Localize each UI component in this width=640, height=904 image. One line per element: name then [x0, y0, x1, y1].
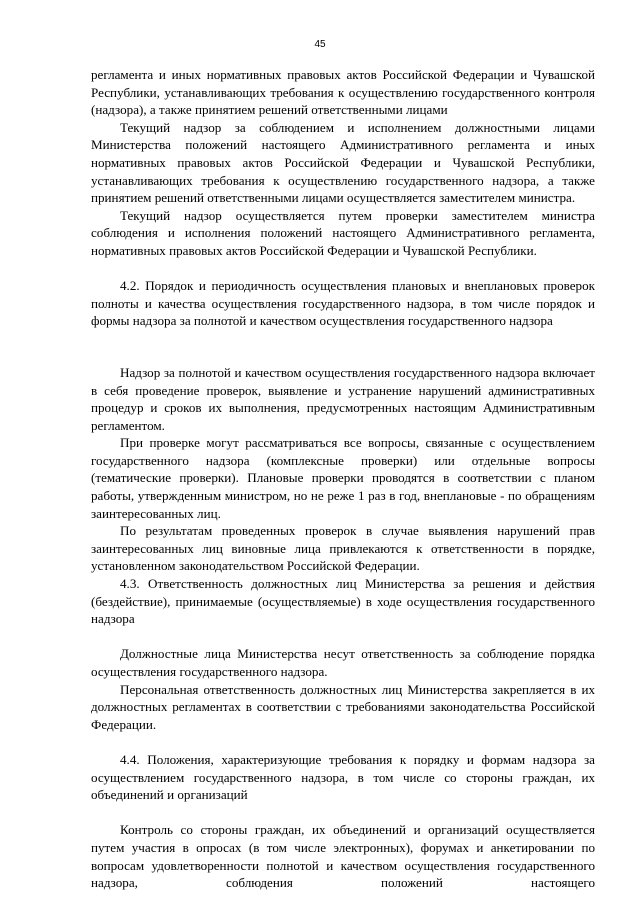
- paragraph: По результатам проведенных проверок в случае выявления нарушений прав заинтересованных лиц виновные лица привлекаются к ответственности в порядке, установленном законодательством Российской Федерации.: [91, 523, 595, 574]
- paragraph: Контроль со стороны граждан, их объединений и организаций осуществляется путем участия в опросах (в том числе электронных), форумах и анкетировании по вопросам удовлетворенности полнотой и качеством осуществления государственного надзора, соблюдения положений настоящего: [91, 822, 595, 891]
- page-body: [91, 66, 595, 892]
- paragraph: При проверке могут рассматриваться все вопросы, связанные с осуществлением государственного надзора (комплексные проверки) или отдельные вопросы (тематические проверки). Плановые проверки проводятся в соответствии с планом работы, утвержденным министром, но не реже 1 раз в год, внеплановые - по обращениям заинтересованных лиц.: [91, 435, 595, 521]
- page-number: 45: [314, 39, 326, 50]
- paragraph: Персональная ответственность должностных лиц Министерства закрепляется в их должностных регламентах в соответствии с требованиями законодательства Российской Федерации.: [91, 681, 595, 732]
- section-heading-4-4: 4.4. Положения, характеризующие требования к порядку и формам надзора за осуществлением государственного надзора, в том числе со стороны граждан, их объединений и организаций: [91, 751, 595, 803]
- section-heading-4-3: 4.3. Ответственность должностных лиц Министерства за решения и действия (бездействие), принимаемые (осуществляемые) в ходе осуществления государственного надзора: [91, 576, 595, 627]
- section-heading-4-2: 4.2. Порядок и периодичность осуществления плановых и внеплановых проверок полноты и качества осуществления государственного надзора, в том числе порядок и формы надзора за полнотой и качеством осуществления государственного надзора: [91, 278, 595, 329]
- paragraph: Должностные лица Министерства несут ответственность за соблюдение порядка осуществления государственного надзора.: [91, 646, 595, 679]
- paragraph-continuation: регламента и иных нормативных правовых актов Российской Федерации и Чувашской Республики, устанавливающих требования к осуществлению государственного контроля (надзора), а также принятием решений ответственными лицами: [91, 67, 595, 118]
- paragraph: Текущий надзор за соблюдением и исполнением должностными лицами Министерства положений настоящего Административного регламента и иных нормативных правовых актов Российской Федерации и Чувашской Республики, устанавливающих требования к осуществлению государственного надзора, а также принятием решений ответственными лицами осуществляется заместителем министра.: [91, 119, 595, 206]
- paragraph: Надзор за полнотой и качеством осуществления государственного надзора включает в себя проведение проверок, выявление и устранение нарушений административных процедур и сроков их выполнения, предусмотренных настоящим Административным регламентом.: [91, 364, 595, 433]
- paragraph: Текущий надзор осуществляется путем проверки заместителем министра соблюдения и исполнения положений настоящего Административного регламента, нормативных правовых актов Российской Федерации и Чувашской Республики.: [91, 207, 595, 258]
